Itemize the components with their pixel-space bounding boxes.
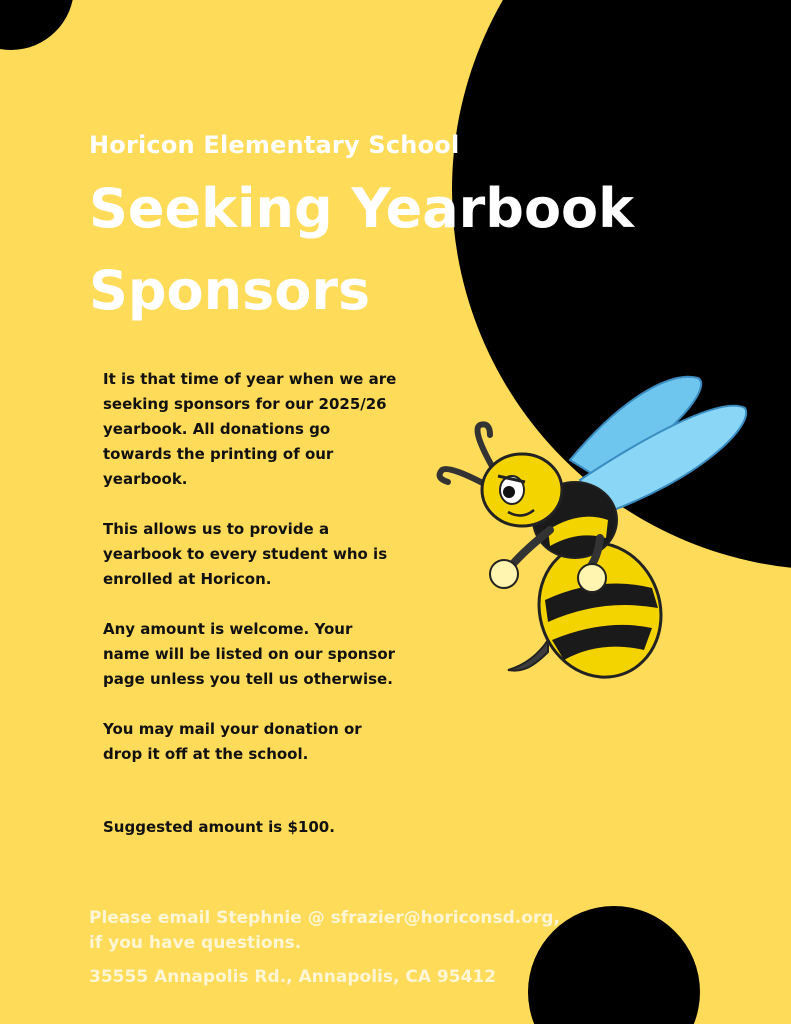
paragraph-4: You may mail your donation or drop it off at the school.: [103, 720, 362, 763]
hornet-mascot-icon: [430, 370, 760, 690]
title-line-1: Seeking Yearbook: [89, 177, 635, 240]
contact-line-2: if you have questions.: [89, 933, 302, 953]
body-text: [103, 367, 403, 865]
suggested-amount: Suggested amount is $100.: [103, 818, 335, 836]
page-title: [89, 168, 709, 332]
title-line-2: Sponsors: [89, 259, 371, 322]
contact-line-1: Please email Stephnie @ sfrazier@horiconsd.org,: [89, 908, 560, 928]
decorative-circle-top-left: [0, 0, 74, 50]
school-name: Horicon Elementary School: [89, 131, 460, 159]
paragraph-2: This allows us to provide a yearbook to every student who is enrolled at Horicon.: [103, 520, 388, 588]
paragraph-1: It is that time of year when we are seeking sponsors for our 2025/26 yearbook. All donations go towards the printing of our yearbook.: [103, 370, 397, 488]
paragraph-3: Any amount is welcome. Your name will be listed on our sponsor page unless you tell us otherwise.: [103, 620, 396, 688]
address: 35555 Annapolis Rd., Annapolis, CA 95412: [89, 967, 497, 987]
